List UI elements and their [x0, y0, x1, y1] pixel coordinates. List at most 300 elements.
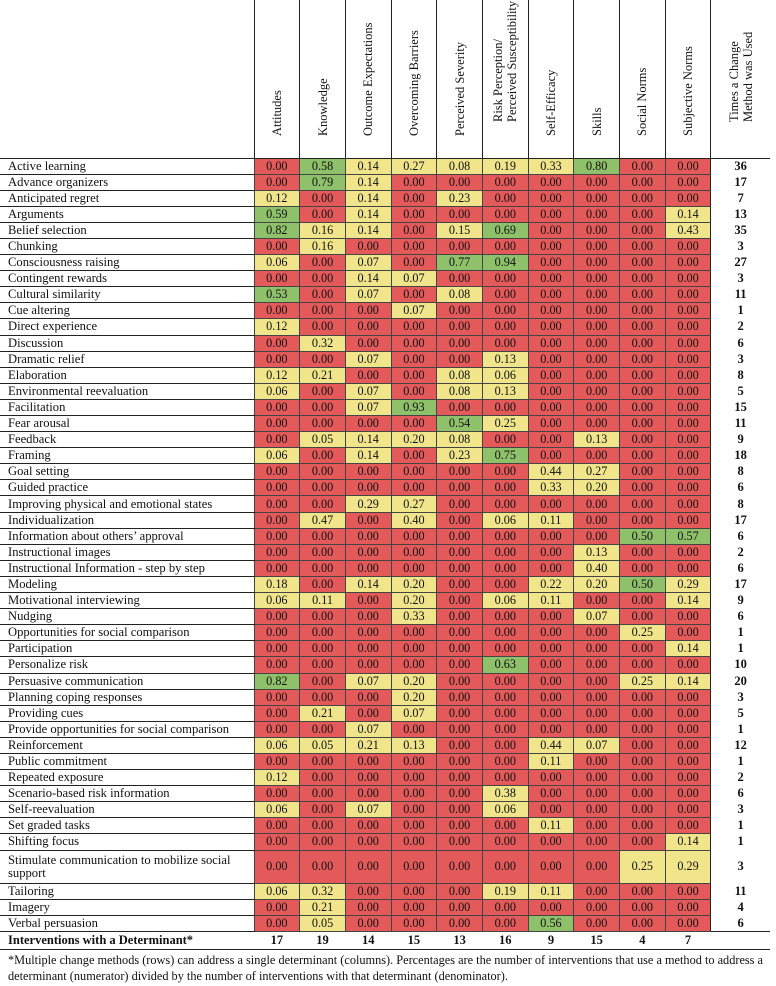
- heatmap-cell: 0.00: [620, 883, 666, 899]
- heatmap-cell: 0.00: [482, 206, 528, 222]
- heatmap-cell: 0.00: [482, 673, 528, 689]
- change-method-label: Fear arousal: [0, 416, 254, 432]
- heatmap-cell: 0.40: [574, 560, 620, 576]
- heatmap-cell: 0.00: [437, 319, 483, 335]
- heatmap-cell: 0.00: [665, 383, 711, 399]
- determinant-header-label: Risk Perception/ Perceived Susceptibility: [491, 0, 520, 122]
- heatmap-cell: 0.00: [528, 689, 574, 705]
- change-method-label: Instructional Information - step by step: [0, 560, 254, 576]
- heatmap-cell: 0.00: [574, 786, 620, 802]
- heatmap-cell: 0.00: [254, 416, 300, 432]
- heatmap-cell: 0.00: [665, 496, 711, 512]
- heatmap-cell: 0.80: [574, 158, 620, 174]
- heatmap-cell: 0.00: [620, 641, 666, 657]
- change-method-label: Belief selection: [0, 222, 254, 238]
- heatmap-cell: 0.00: [437, 657, 483, 673]
- change-method-label: Framing: [0, 448, 254, 464]
- heatmap-cell: 0.00: [482, 560, 528, 576]
- heatmap-cell: 0.00: [482, 834, 528, 850]
- heatmap-cell: 0.00: [482, 770, 528, 786]
- heatmap-cell: 0.00: [620, 721, 666, 737]
- change-method-label: Set graded tasks: [0, 818, 254, 834]
- heatmap-cell: 0.00: [574, 721, 620, 737]
- heatmap-cell: 0.00: [437, 271, 483, 287]
- change-method-label: Improving physical and emotional states: [0, 496, 254, 512]
- heatmap-cell: 0.00: [482, 528, 528, 544]
- heatmap-cell: 0.14: [345, 222, 391, 238]
- heatmap-cell: 0.00: [437, 770, 483, 786]
- heatmap-cell: 0.00: [665, 287, 711, 303]
- heatmap-cell: 0.00: [300, 287, 346, 303]
- heatmap-cell: 0.00: [620, 335, 666, 351]
- heatmap-cell: 0.00: [345, 609, 391, 625]
- heatmap-cell: 0.00: [665, 399, 711, 415]
- heatmap-cell: 0.33: [528, 480, 574, 496]
- heatmap-cell: 0.33: [528, 158, 574, 174]
- heatmap-cell: 0.00: [665, 416, 711, 432]
- change-method-label: Shifting focus: [0, 834, 254, 850]
- heatmap-cell: 0.06: [482, 802, 528, 818]
- summary-label: Interventions with a Determinant*: [0, 931, 254, 949]
- heatmap-cell: 0.00: [574, 593, 620, 609]
- heatmap-cell: 0.05: [300, 737, 346, 753]
- heatmap-cell: 0.00: [528, 528, 574, 544]
- summary-value: 14: [345, 931, 391, 949]
- heatmap-cell: 0.00: [254, 625, 300, 641]
- heatmap-cell: 0.21: [300, 705, 346, 721]
- heatmap-cell: 0.00: [620, 689, 666, 705]
- heatmap-cell: 0.00: [665, 319, 711, 335]
- table-row: [0, 593, 770, 609]
- heatmap-cell: 0.00: [620, 593, 666, 609]
- total-header: [711, 0, 770, 158]
- table-row: [0, 802, 770, 818]
- heatmap-cell: 0.00: [574, 883, 620, 899]
- heatmap-cell: 0.00: [620, 319, 666, 335]
- heatmap-cell: 0.00: [528, 721, 574, 737]
- heatmap-cell: 0.00: [620, 222, 666, 238]
- heatmap-cell: 0.00: [528, 335, 574, 351]
- heatmap-cell: 0.00: [391, 786, 437, 802]
- heatmap-cell: 0.00: [620, 190, 666, 206]
- heatmap-cell: 0.00: [437, 705, 483, 721]
- determinant-header-label: Outcome Expectations: [361, 21, 376, 136]
- heatmap-cell: 0.16: [300, 222, 346, 238]
- summary-empty: [711, 931, 770, 949]
- heatmap-cell: 0.00: [482, 609, 528, 625]
- heatmap-cell: 0.00: [528, 448, 574, 464]
- heatmap-cell: 0.00: [574, 399, 620, 415]
- heatmap-cell: 0.00: [528, 625, 574, 641]
- heatmap-cell: 0.00: [437, 737, 483, 753]
- heatmap-cell: 0.14: [665, 834, 711, 850]
- heatmap-cell: 0.00: [574, 287, 620, 303]
- times-used-value: 11: [711, 416, 770, 432]
- heatmap-cell: 0.00: [574, 303, 620, 319]
- heatmap-cell: 0.20: [391, 673, 437, 689]
- table-row: [0, 238, 770, 254]
- determinant-header-label: Social Norms: [635, 67, 650, 136]
- heatmap-cell: 0.00: [391, 528, 437, 544]
- heatmap-cell: 0.00: [391, 802, 437, 818]
- heatmap-cell: 0.00: [665, 158, 711, 174]
- heatmap-cell: 0.00: [665, 721, 711, 737]
- heatmap-cell: 0.20: [574, 576, 620, 592]
- determinant-header: [620, 0, 666, 158]
- heatmap-cell: 0.00: [482, 271, 528, 287]
- heatmap-cell: 0.07: [391, 705, 437, 721]
- times-used-value: 3: [711, 351, 770, 367]
- heatmap-cell: 0.00: [254, 238, 300, 254]
- table-row: [0, 222, 770, 238]
- heatmap-cell: 0.05: [300, 432, 346, 448]
- heatmap-cell: 0.00: [391, 206, 437, 222]
- heatmap-cell: 0.07: [391, 271, 437, 287]
- heatmap-cell: 0.00: [665, 238, 711, 254]
- heatmap-cell: 0.00: [254, 641, 300, 657]
- times-used-value: 3: [711, 802, 770, 818]
- heatmap-cell: 0.00: [574, 496, 620, 512]
- heatmap-cell: 0.00: [254, 271, 300, 287]
- heatmap-cell: 0.20: [391, 576, 437, 592]
- heatmap-cell: 0.20: [391, 689, 437, 705]
- heatmap-cell: 0.29: [345, 496, 391, 512]
- change-method-label: Chunking: [0, 238, 254, 254]
- heatmap-cell: 0.00: [437, 834, 483, 850]
- heatmap-cell: 0.00: [391, 174, 437, 190]
- heatmap-cell: 0.00: [574, 753, 620, 769]
- heatmap-cell: 0.00: [300, 657, 346, 673]
- determinant-header: [528, 0, 574, 158]
- heatmap-cell: 0.00: [620, 464, 666, 480]
- table-row: [0, 673, 770, 689]
- heatmap-cell: 0.53: [254, 287, 300, 303]
- heatmap-cell: 0.00: [254, 609, 300, 625]
- heatmap-cell: 0.00: [665, 351, 711, 367]
- heatmap-cell: 0.06: [482, 593, 528, 609]
- heatmap-cell: 0.11: [528, 512, 574, 528]
- heatmap-cell: 0.19: [482, 158, 528, 174]
- heatmap-cell: 0.00: [300, 834, 346, 850]
- heatmap-cell: 0.00: [574, 255, 620, 271]
- heatmap-cell: 0.00: [300, 271, 346, 287]
- heatmap-cell: 0.00: [482, 174, 528, 190]
- heatmap-cell: 0.00: [437, 238, 483, 254]
- heatmap-cell: 0.06: [482, 512, 528, 528]
- change-method-label: Persuasive communication: [0, 673, 254, 689]
- times-used-value: 7: [711, 190, 770, 206]
- heatmap-cell: 0.14: [665, 593, 711, 609]
- heatmap-cell: 0.57: [665, 528, 711, 544]
- table-row: [0, 770, 770, 786]
- table-row: [0, 721, 770, 737]
- heatmap-cell: 0.00: [300, 190, 346, 206]
- heatmap-cell: 0.00: [345, 303, 391, 319]
- heatmap-cell: 0.00: [574, 222, 620, 238]
- table-footnote: *Multiple change methods (rows) can address a single determinant (columns). Percentages are the number of interventions that use a method to address a determinant (numerator) divided by the number of interventions with that determinant (denominator).: [8, 953, 764, 983]
- times-used-value: 1: [711, 818, 770, 834]
- heatmap-cell: 0.00: [620, 657, 666, 673]
- heatmap-cell: 0.11: [528, 593, 574, 609]
- times-used-value: 1: [711, 753, 770, 769]
- heatmap-cell: 0.07: [574, 737, 620, 753]
- heatmap-cell: 0.00: [620, 609, 666, 625]
- heatmap-cell: 0.00: [620, 351, 666, 367]
- heatmap-cell: 0.00: [300, 528, 346, 544]
- heatmap-cell: 0.00: [437, 593, 483, 609]
- heatmap-cell: 0.13: [482, 383, 528, 399]
- determinant-header: [665, 0, 711, 158]
- heatmap-cell: 0.00: [482, 319, 528, 335]
- heatmap-cell: 0.00: [300, 303, 346, 319]
- table-row: [0, 883, 770, 899]
- heatmap-cell: 0.21: [300, 899, 346, 915]
- heatmap-cell: 0.20: [574, 480, 620, 496]
- table-row: [0, 786, 770, 802]
- heatmap-cell: 0.00: [620, 818, 666, 834]
- heatmap-cell: 0.00: [620, 770, 666, 786]
- heatmap-cell: 0.00: [482, 432, 528, 448]
- heatmap-cell: 0.00: [574, 657, 620, 673]
- heatmap-cell: 0.00: [437, 641, 483, 657]
- heatmap-cell: 0.00: [528, 399, 574, 415]
- table-row: [0, 625, 770, 641]
- table-row: [0, 480, 770, 496]
- heatmap-cell: 0.00: [482, 238, 528, 254]
- heatmap-cell: 0.00: [345, 625, 391, 641]
- header-blank: [0, 0, 254, 158]
- heatmap-cell: 0.08: [437, 158, 483, 174]
- table-row: [0, 432, 770, 448]
- determinant-header-label: Self-Efficacy: [543, 69, 558, 136]
- heatmap-cell: 0.00: [574, 673, 620, 689]
- heatmap-cell: 0.00: [620, 174, 666, 190]
- heatmap-cell: 0.79: [300, 174, 346, 190]
- heatmap-cell: 0.00: [482, 190, 528, 206]
- heatmap-cell: 0.00: [300, 818, 346, 834]
- times-used-value: 9: [711, 593, 770, 609]
- heatmap-cell: 0.00: [574, 319, 620, 335]
- heatmap-cell: 0.00: [345, 319, 391, 335]
- heatmap-cell: 0.00: [665, 255, 711, 271]
- times-used-value: 4: [711, 899, 770, 915]
- heatmap-cell: 0.00: [345, 367, 391, 383]
- heatmap-cell: 0.00: [345, 850, 391, 883]
- heatmap-cell: 0.25: [620, 850, 666, 883]
- heatmap-cell: 0.00: [574, 834, 620, 850]
- heatmap-cell: 0.00: [437, 786, 483, 802]
- heatmap-cell: 0.00: [482, 287, 528, 303]
- change-method-label: Scenario-based risk information: [0, 786, 254, 802]
- change-method-label: Individualization: [0, 512, 254, 528]
- change-method-label: Elaboration: [0, 367, 254, 383]
- heatmap-cell: 0.00: [437, 303, 483, 319]
- heatmap-cell: 0.00: [437, 480, 483, 496]
- heatmap-cell: 0.00: [528, 351, 574, 367]
- heatmap-cell: 0.59: [254, 206, 300, 222]
- heatmap-cell: 0.00: [391, 721, 437, 737]
- times-used-value: 3: [711, 850, 770, 883]
- heatmap-cell: 0.00: [437, 883, 483, 899]
- determinant-header: [345, 0, 391, 158]
- heatmap-cell: 0.00: [574, 818, 620, 834]
- change-method-label: Dramatic relief: [0, 351, 254, 367]
- heatmap-cell: 0.00: [482, 689, 528, 705]
- heatmap-cell: 0.00: [300, 544, 346, 560]
- table-row: [0, 544, 770, 560]
- heatmap-cell: 0.14: [345, 174, 391, 190]
- heatmap-cell: 0.00: [437, 609, 483, 625]
- heatmap-cell: 0.00: [391, 319, 437, 335]
- table-row: [0, 287, 770, 303]
- times-used-value: 6: [711, 480, 770, 496]
- table-row: [0, 158, 770, 174]
- heatmap-cell: 0.00: [345, 657, 391, 673]
- heatmap-cell: 0.00: [528, 560, 574, 576]
- heatmap-cell: 0.00: [254, 158, 300, 174]
- heatmap-cell: 0.00: [254, 786, 300, 802]
- heatmap-cell: 0.00: [528, 319, 574, 335]
- heatmap-cell: 0.00: [254, 174, 300, 190]
- heatmap-cell: 0.00: [482, 303, 528, 319]
- heatmap-cell: 0.00: [665, 544, 711, 560]
- heatmap-cell: 0.00: [254, 399, 300, 415]
- times-used-value: 1: [711, 641, 770, 657]
- table-row: [0, 528, 770, 544]
- heatmap-cell: 0.20: [391, 432, 437, 448]
- determinant-header: [482, 0, 528, 158]
- heatmap-cell: 0.00: [620, 303, 666, 319]
- heatmap-cell: 0.00: [528, 222, 574, 238]
- heatmap-cell: 0.00: [665, 737, 711, 753]
- heatmap-cell: 0.00: [620, 753, 666, 769]
- heatmap-cell: 0.14: [345, 448, 391, 464]
- heatmap-cell: 0.00: [665, 560, 711, 576]
- times-used-value: 10: [711, 657, 770, 673]
- heatmap-cell: 0.25: [620, 673, 666, 689]
- heatmap-cell: 0.00: [482, 625, 528, 641]
- heatmap-cell: 0.00: [391, 287, 437, 303]
- heatmap-cell: 0.13: [391, 737, 437, 753]
- heatmap-cell: 0.12: [254, 190, 300, 206]
- heatmap-cell: 0.08: [437, 367, 483, 383]
- heatmap-cell: 0.00: [345, 560, 391, 576]
- heatmap-cell: 0.00: [391, 351, 437, 367]
- times-used-value: 13: [711, 206, 770, 222]
- heatmap-cell: 0.00: [620, 496, 666, 512]
- heatmap-cell: 0.11: [528, 753, 574, 769]
- times-used-value: 3: [711, 689, 770, 705]
- heatmap-cell: 0.00: [528, 899, 574, 915]
- table-row: [0, 576, 770, 592]
- heatmap-cell: 0.00: [345, 335, 391, 351]
- change-method-label: Tailoring: [0, 883, 254, 899]
- heatmap-cell: 0.00: [300, 770, 346, 786]
- change-method-label: Imagery: [0, 899, 254, 915]
- change-method-label: Participation: [0, 641, 254, 657]
- heatmap-cell: 0.00: [254, 560, 300, 576]
- heatmap-cell: 0.00: [574, 206, 620, 222]
- determinant-header: [574, 0, 620, 158]
- heatmap-cell: 0.00: [665, 786, 711, 802]
- heatmap-cell: 0.00: [437, 335, 483, 351]
- heatmap-cell: 0.00: [574, 448, 620, 464]
- times-used-value: 18: [711, 448, 770, 464]
- table-row: [0, 448, 770, 464]
- heatmap-cell: 0.00: [665, 753, 711, 769]
- heatmap-cell: 0.14: [665, 206, 711, 222]
- heatmap-cell: 0.00: [345, 770, 391, 786]
- heatmap-cell: 0.00: [665, 705, 711, 721]
- heatmap-cell: 0.00: [300, 255, 346, 271]
- determinant-header: [300, 0, 346, 158]
- table-row: [0, 174, 770, 190]
- heatmap-cell: 0.00: [254, 512, 300, 528]
- summary-value: 15: [391, 931, 437, 949]
- heatmap-cell: 0.00: [528, 834, 574, 850]
- heatmap-cell: 0.14: [345, 206, 391, 222]
- heatmap-cell: 0.00: [300, 609, 346, 625]
- table-row: [0, 255, 770, 271]
- heatmap-cell: 0.19: [482, 883, 528, 899]
- heatmap-cell: 0.08: [437, 383, 483, 399]
- heatmap-cell: 0.00: [665, 818, 711, 834]
- times-used-value: 8: [711, 367, 770, 383]
- times-used-value: 8: [711, 496, 770, 512]
- heatmap-cell: 0.00: [391, 625, 437, 641]
- change-method-label: Providing cues: [0, 705, 254, 721]
- heatmap-cell: 0.00: [665, 367, 711, 383]
- heatmap-cell: 0.00: [574, 625, 620, 641]
- heatmap-cell: 0.06: [254, 737, 300, 753]
- heatmap-cell: 0.00: [482, 737, 528, 753]
- heatmap-cell: 0.11: [300, 593, 346, 609]
- heatmap-cell: 0.07: [345, 399, 391, 415]
- heatmap-cell: 0.21: [300, 367, 346, 383]
- heatmap-cell: 0.00: [254, 351, 300, 367]
- determinant-header-label: Knowledge: [315, 77, 330, 136]
- heatmap-cell: 0.00: [620, 834, 666, 850]
- heatmap-cell: 0.23: [437, 448, 483, 464]
- times-used-value: 8: [711, 464, 770, 480]
- change-method-label: Provide opportunities for social comparison: [0, 721, 254, 737]
- heatmap-cell: 0.13: [574, 544, 620, 560]
- table-row: [0, 464, 770, 480]
- heatmap-cell: 0.00: [528, 705, 574, 721]
- heatmap-cell: 0.00: [574, 528, 620, 544]
- heatmap-cell: 0.00: [528, 206, 574, 222]
- times-used-value: 6: [711, 560, 770, 576]
- heatmap-cell: 0.00: [300, 399, 346, 415]
- heatmap-cell: 0.00: [528, 609, 574, 625]
- determinant-header-label: Attitudes: [269, 89, 284, 136]
- heatmap-cell: 0.00: [665, 770, 711, 786]
- heatmap-cell: 0.07: [574, 609, 620, 625]
- heatmap-cell: 0.00: [574, 383, 620, 399]
- heatmap-cell: 0.00: [254, 899, 300, 915]
- heatmap-cell: 0.14: [665, 641, 711, 657]
- heatmap-cell: 0.06: [254, 802, 300, 818]
- heatmap-cell: 0.44: [528, 464, 574, 480]
- table-row: [0, 834, 770, 850]
- heatmap-cell: 0.00: [437, 915, 483, 931]
- table-row: [0, 190, 770, 206]
- heatmap-cell: 0.00: [574, 802, 620, 818]
- heatmap-cell: 0.00: [620, 399, 666, 415]
- change-method-label: Verbal persuasion: [0, 915, 254, 931]
- heatmap-cell: 0.00: [665, 883, 711, 899]
- heatmap-cell: 0.00: [437, 464, 483, 480]
